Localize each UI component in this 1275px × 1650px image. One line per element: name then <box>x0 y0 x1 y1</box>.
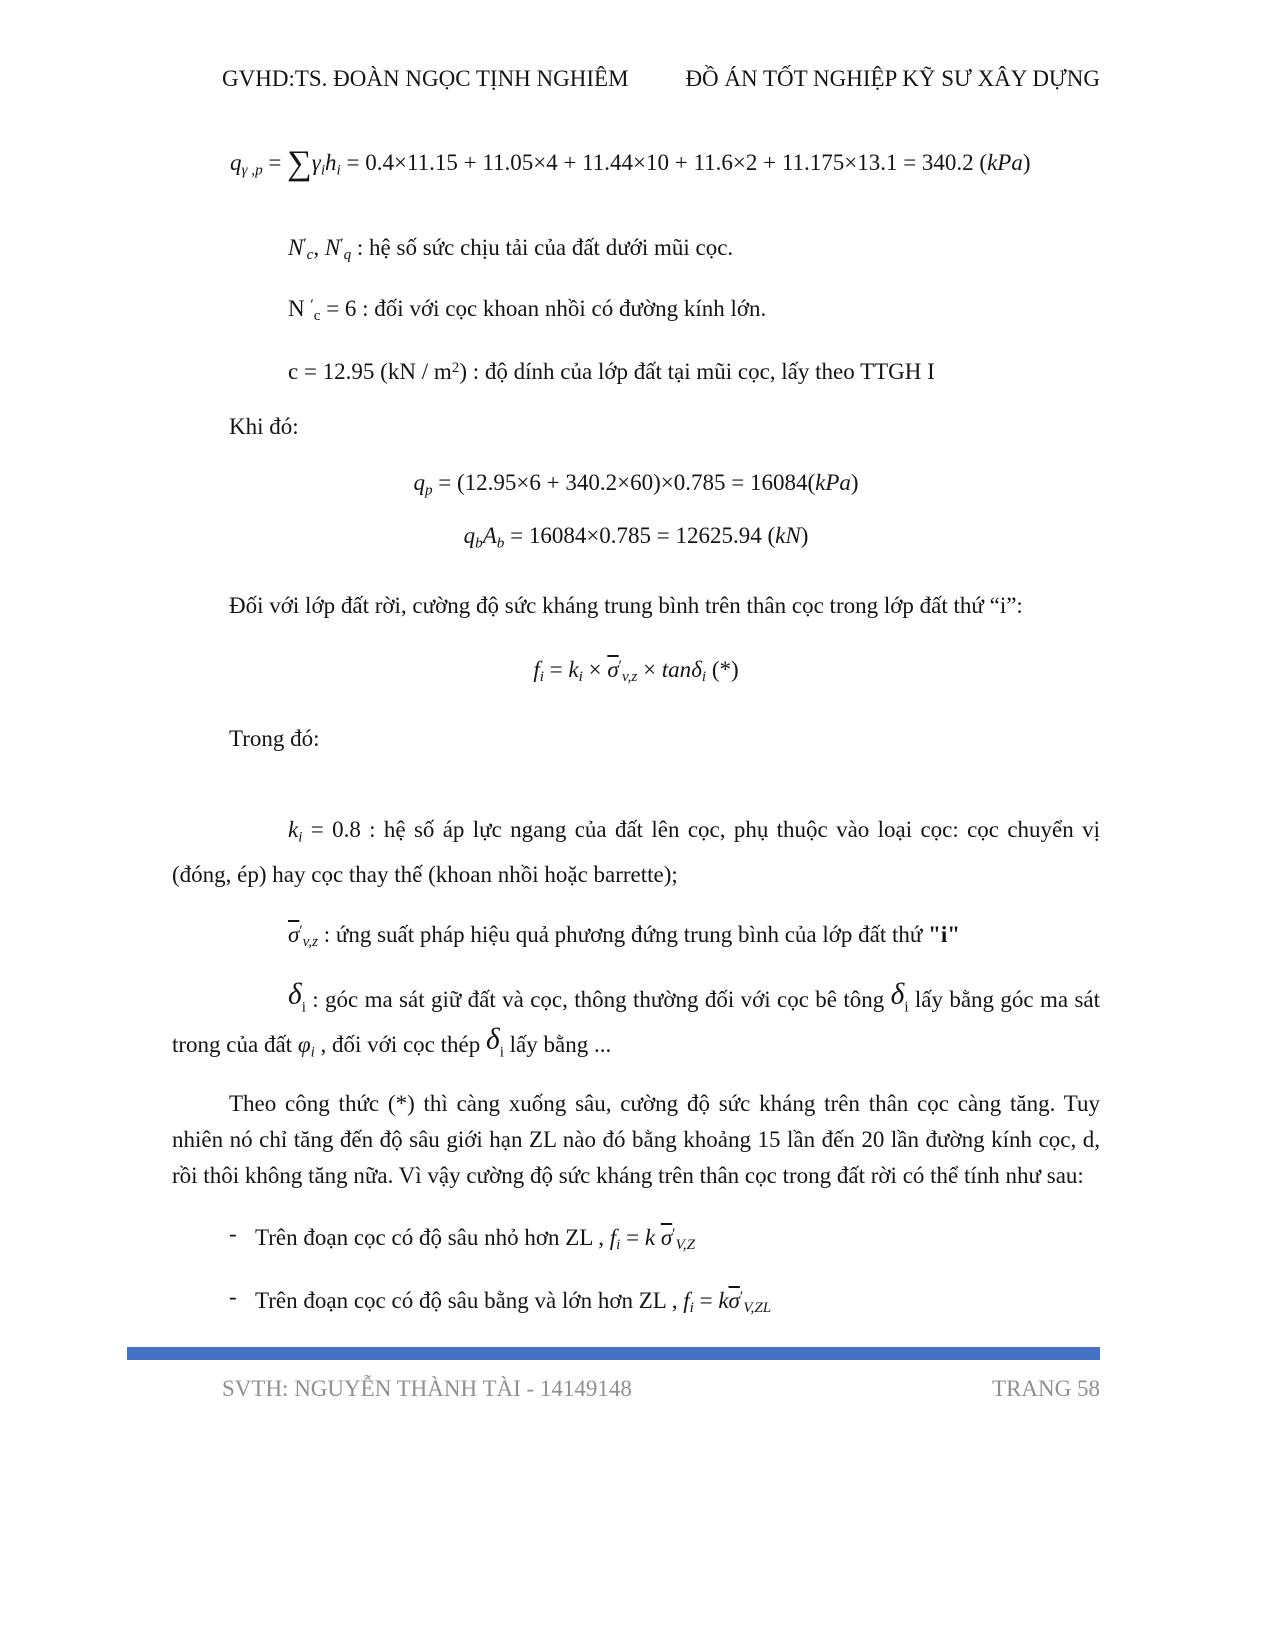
paragraph-doi-voi-lop-dat-roi <box>172 588 1100 624</box>
text-segment: Khi đó: <box>229 414 299 440</box>
text-segment: i <box>616 1235 621 1253</box>
formula-qb-ab <box>172 520 1100 559</box>
text-segment: k <box>644 1224 656 1250</box>
text-segment: V,Z <box>675 1235 696 1253</box>
text-segment: : ứng suất pháp hiệu quả phương đứng trung bình của lớp đất thứ <box>317 921 929 947</box>
text-segment: i <box>336 161 341 179</box>
text-segment: i <box>689 1298 694 1316</box>
text-segment: f <box>533 656 540 682</box>
bullet-text <box>255 1279 771 1326</box>
text-segment: = <box>693 1287 719 1313</box>
text-segment: ) <box>800 523 809 549</box>
text-segment: v,z <box>622 667 638 685</box>
definition-delta-i <box>172 978 1100 1072</box>
text-segment: A <box>482 523 497 549</box>
text-segment: : hệ số sức chịu tải của đất dưới mũi cọc. <box>351 235 734 261</box>
text-segment: f <box>609 1224 617 1250</box>
paragraph-theo-cong-thuc <box>172 1086 1100 1194</box>
text-segment: $\overline{\sigma}$ <box>288 921 300 947</box>
text-segment: ′ <box>299 922 303 940</box>
text-segment: ′ <box>303 235 307 253</box>
header-supervisor: GVHD:TS. ĐOÀN NGỌC TỊNH NGHIÊM <box>222 66 629 91</box>
text-segment: "i" <box>928 921 961 947</box>
text-segment: Theo công thức (*) thì càng xuống sâu, cường độ sức kháng trên thân cọc càng tăng. Tuy nhiên nó chỉ tăng đến độ sâu giới hạn ZL nào đó bằng khoảng 15 lần đến 20 lần đường kính cọc, d, rồi thôi không tăng nữa. Vì vậy cường độ sức kháng trên thân cọc trong đất rời có thể tính như sau: <box>172 1090 1100 1188</box>
text-segment: i <box>578 667 583 685</box>
bullet-text <box>255 1216 695 1263</box>
text-segment: : đối với cọc khoan nhồi có đường kính lớn. <box>362 296 767 322</box>
text-segment: lấy bằng góc ma sát trong của đất <box>172 987 1100 1058</box>
text-segment: ) <box>459 359 473 385</box>
header-project-title: ĐỒ ÁN TỐT NGHIỆP KỸ SƯ XÂY DỰNG <box>685 66 1100 91</box>
definition-nc-nq <box>288 227 1100 272</box>
text-segment: k <box>568 656 579 682</box>
text-segment: i <box>499 1043 504 1061</box>
text-trong-do <box>229 723 1100 755</box>
text-segment: f <box>683 1287 690 1313</box>
text-segment: i <box>701 667 707 685</box>
bullet-dash: - <box>229 1283 237 1309</box>
text-segment: tan <box>661 656 692 682</box>
text-segment: c = 12.95 (kN / m <box>288 359 452 385</box>
text-segment: δ <box>288 978 302 1011</box>
text-segment: = 6 <box>320 296 363 322</box>
text-segment: Trong đó: <box>229 725 320 751</box>
text-segment: ∑ <box>287 144 312 183</box>
text-segment: q <box>343 246 352 264</box>
text-segment: N <box>324 235 341 261</box>
text-segment: i <box>301 998 306 1016</box>
text-segment: ′ <box>672 1224 676 1242</box>
text-segment: × <box>637 656 662 682</box>
page-header <box>172 64 1100 94</box>
text-segment: q <box>463 523 476 549</box>
text-segment: i <box>539 667 544 685</box>
text-segment: q <box>230 150 242 175</box>
text-segment: (*) <box>706 656 739 682</box>
text-segment: δ <box>890 978 905 1011</box>
text-segment: × <box>582 656 608 682</box>
text-segment: ′ <box>618 656 622 674</box>
text-segment: δ <box>691 656 702 682</box>
text-segment: ) <box>850 470 859 496</box>
text-segment: b <box>496 534 505 552</box>
text-segment: k <box>718 1287 729 1313</box>
text-segment: = 0.8 <box>302 816 370 842</box>
text-segment: c <box>313 307 321 325</box>
text-segment: = <box>620 1224 645 1250</box>
bullet-item-zl-less <box>229 1216 1100 1263</box>
text-segment: ′ <box>310 296 314 314</box>
text-segment: kPa <box>815 470 851 496</box>
text-segment: p <box>424 481 433 499</box>
text-segment: i <box>310 1043 315 1061</box>
text-segment: kN <box>775 523 801 549</box>
bullet-item-zl-greater <box>229 1279 1100 1326</box>
text-segment: = 16084×0.785 = 12625.94 ( <box>504 523 776 549</box>
text-segment: i <box>320 161 326 179</box>
footer-author: SVTH: NGUYỄN THÀNH TÀI - 14149148 <box>222 1376 632 1401</box>
definition-c-cohesion <box>288 351 1100 389</box>
text-segment: i <box>298 828 303 846</box>
text-segment: = (12.95×6 + 340.2×60)×0.785 = 16084( <box>432 470 816 496</box>
text-segment: , <box>313 235 325 261</box>
text-segment: = <box>543 656 569 682</box>
text-segment: = 0.4×11.15 + 11.05×4 + 11.44×10 + 11.6×2 + 11.175×13.1 = 340.2 ( <box>340 150 988 175</box>
text-segment: Trên đoạn cọc có độ sâu nhỏ hơn ZL , <box>255 1224 610 1250</box>
text-khi-do <box>229 411 1100 443</box>
text-segment: $\overline{\sigma}$ <box>607 656 619 682</box>
formula-fi-skin-friction <box>172 650 1100 693</box>
text-segment: = <box>262 150 288 175</box>
formula-qp <box>172 467 1100 506</box>
text-segment: ) <box>1022 150 1031 175</box>
text-segment: N <box>288 235 304 261</box>
page-footer <box>127 1374 1100 1404</box>
text-segment: ′ <box>739 1287 744 1305</box>
definition-nc-equals-6 <box>288 288 1100 333</box>
text-segment: γ ,p <box>241 161 263 179</box>
text-segment: k <box>288 816 299 842</box>
text-segment: q <box>413 470 425 496</box>
text-segment: , đối với cọc thép <box>314 1032 486 1058</box>
definition-sigma-vz <box>288 914 1100 959</box>
text-segment: Trên đoạn cọc có độ sâu bằng và lớn hơn ZL , <box>255 1287 684 1313</box>
text-segment: $\overline{\sigma}$ <box>728 1287 740 1313</box>
text-segment: γ <box>311 150 321 175</box>
text-segment: $\overline{\sigma}$ <box>660 1224 673 1250</box>
text-segment: : góc ma sát giữ đất và cọc, thông thường đối với cọc bê tông <box>305 987 891 1013</box>
formula-q-gamma-p <box>230 146 1100 187</box>
bullet-dash: - <box>229 1220 237 1246</box>
text-segment: : độ dính của lớp đất tại mũi cọc, lấy theo TTGH I <box>472 359 935 385</box>
footer-accent-bar <box>127 1347 1100 1360</box>
text-segment: lấy bằng ... <box>503 1032 612 1058</box>
text-segment: 2 <box>451 359 460 377</box>
text-segment: v,z <box>302 933 318 951</box>
definition-ki <box>172 811 1100 894</box>
text-segment: kPa <box>987 150 1023 175</box>
text-segment: : hệ số áp lực ngang của đất lên cọc, phụ thuộc vào loại cọc: cọc chuyển vị (đóng, ép) hay cọc thay thế (khoan nhồi hoặc barrette); <box>172 816 1100 888</box>
text-segment: φ <box>297 1032 311 1058</box>
text-segment: δ <box>486 1023 500 1056</box>
text-segment: N <box>288 296 311 322</box>
text-segment: ′ <box>340 235 344 253</box>
text-segment: h <box>325 150 337 175</box>
text-segment: i <box>904 998 909 1016</box>
footer-page-number: TRANG 58 <box>992 1376 1100 1401</box>
text-segment: b <box>475 534 483 552</box>
text-segment: Đối với lớp đất rời, cường độ sức kháng trung bình trên thân cọc trong lớp đất thứ “i”: <box>229 592 1023 618</box>
text-segment: c <box>306 246 314 264</box>
text-segment: V,ZL <box>743 1298 772 1316</box>
